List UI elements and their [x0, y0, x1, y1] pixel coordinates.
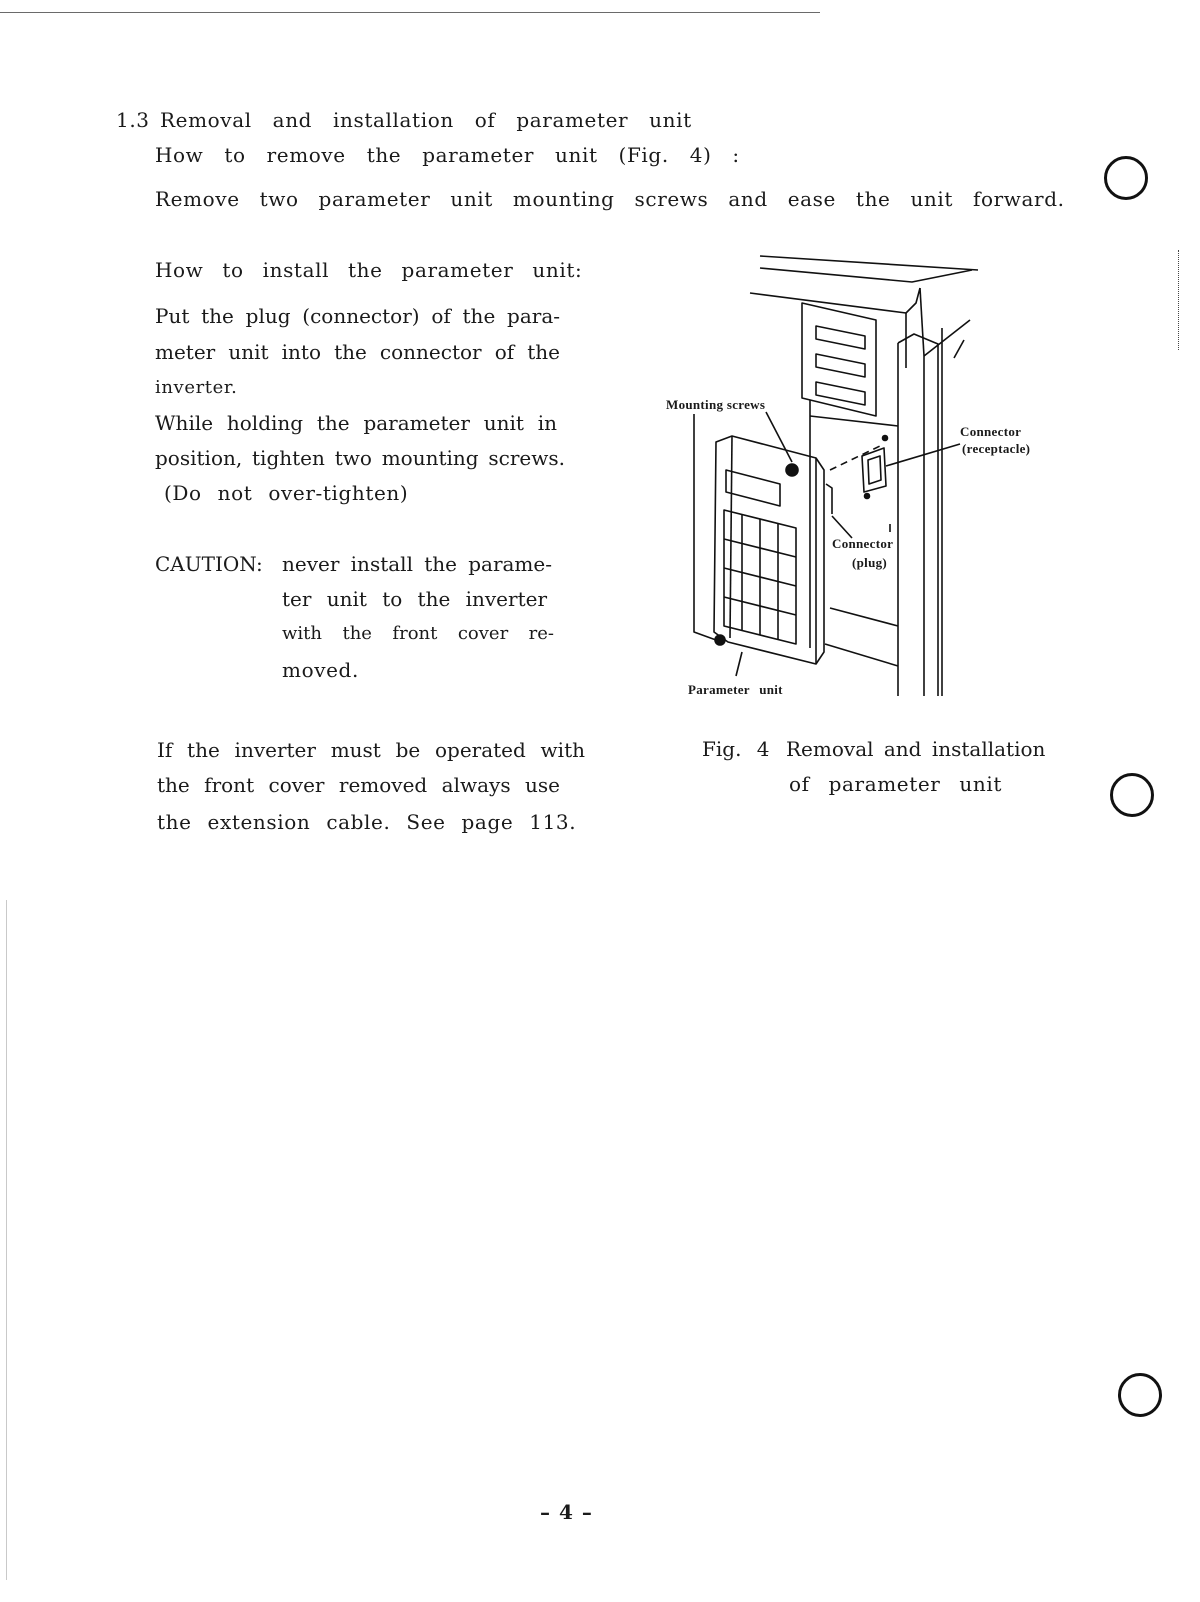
parameter-unit-diagram	[680, 248, 980, 700]
caution-line-3: with the front cover re-	[282, 623, 554, 644]
mounting-screw-top	[786, 464, 798, 476]
recess-step	[825, 644, 898, 666]
punch-hole-top	[1104, 156, 1148, 200]
caution-line-1: never install the parame-	[282, 552, 552, 576]
inverter-top-rim	[760, 268, 972, 282]
plug-connector	[826, 484, 832, 514]
punch-hole-bottom	[1118, 1373, 1162, 1417]
parameter-unit-display	[726, 470, 780, 506]
install-line-3: inverter.	[155, 377, 238, 398]
page-number: – 4 –	[540, 1500, 592, 1524]
recess-top-edge	[810, 416, 898, 426]
margin-mark	[1178, 250, 1181, 350]
leader-receptacle	[886, 444, 960, 466]
figure-caption-number: Fig. 4	[702, 737, 770, 761]
remove-text: Remove two parameter unit mounting screws and ease the unit forward.	[155, 187, 1065, 211]
keypad-grid	[724, 510, 796, 644]
cover-top-diag	[924, 320, 970, 356]
label-connector-receptacle-1: Connector	[960, 424, 1022, 439]
note-line-3: the extension cable. See page 113.	[157, 810, 577, 834]
install-heading: How to install the parameter unit:	[155, 258, 583, 282]
parameter-unit-front-edge	[730, 436, 732, 638]
install-line-2: meter unit into the connector of the	[155, 340, 560, 364]
receptacle-screw-top	[883, 436, 888, 441]
label-mounting-screws: Mounting screws	[666, 397, 766, 412]
mounting-screw-bottom	[715, 635, 725, 645]
receptacle-screw-bottom	[865, 494, 870, 499]
section-number: 1.3	[116, 108, 150, 132]
left-scan-edge	[6, 900, 7, 1580]
label-connector-plug-2: (plug)	[852, 555, 888, 570]
note-line-2: the front cover removed always use	[157, 773, 560, 797]
caution-line-2: ter unit to the inverter	[282, 587, 547, 611]
label-connector-plug-1: Connector	[832, 536, 894, 551]
lid-side	[920, 288, 924, 356]
inverter-top-edge	[760, 256, 978, 270]
label-connector-receptacle-2: (receptacle)	[962, 441, 1031, 456]
receptacle-connector	[862, 448, 886, 492]
install-line-1: Put the plug (connector) of the para-	[155, 304, 560, 328]
caution-label: CAUTION:	[155, 552, 263, 576]
upper-display-slot-2	[816, 354, 865, 377]
note-line-1: If the inverter must be operated with	[157, 738, 585, 762]
top-scan-rule	[0, 12, 820, 13]
upper-display-slot-1	[816, 326, 865, 349]
upper-display-slot-3	[816, 382, 865, 405]
leader-mounting-screws	[766, 412, 792, 462]
inverter-lid-front	[750, 288, 920, 313]
figure-caption-line-1: Removal and installation	[786, 737, 1046, 761]
cover-panel-outer	[898, 334, 938, 696]
install-line-5: position, tighten two mounting screws.	[155, 446, 565, 470]
recess-bottom-edge	[830, 608, 898, 626]
punch-hole-middle	[1110, 773, 1154, 817]
install-line-4: While holding the parameter unit in	[155, 411, 557, 435]
caution-line-4: moved.	[282, 658, 359, 682]
receptacle-pins-frame	[868, 456, 881, 484]
leader-mounting-bracket	[694, 414, 716, 640]
remove-heading: How to remove the parameter unit (Fig. 4) :	[155, 143, 740, 167]
label-parameter-unit: Parameter unit	[688, 682, 783, 697]
leader-parameter-unit	[736, 652, 742, 676]
figure-caption-line-2: of parameter unit	[789, 772, 1002, 796]
install-line-6: (Do not over-tighten)	[164, 481, 409, 505]
cover-notch	[954, 340, 964, 358]
section-title: Removal and installation of parameter unit	[160, 108, 692, 132]
leader-plug	[832, 516, 852, 538]
